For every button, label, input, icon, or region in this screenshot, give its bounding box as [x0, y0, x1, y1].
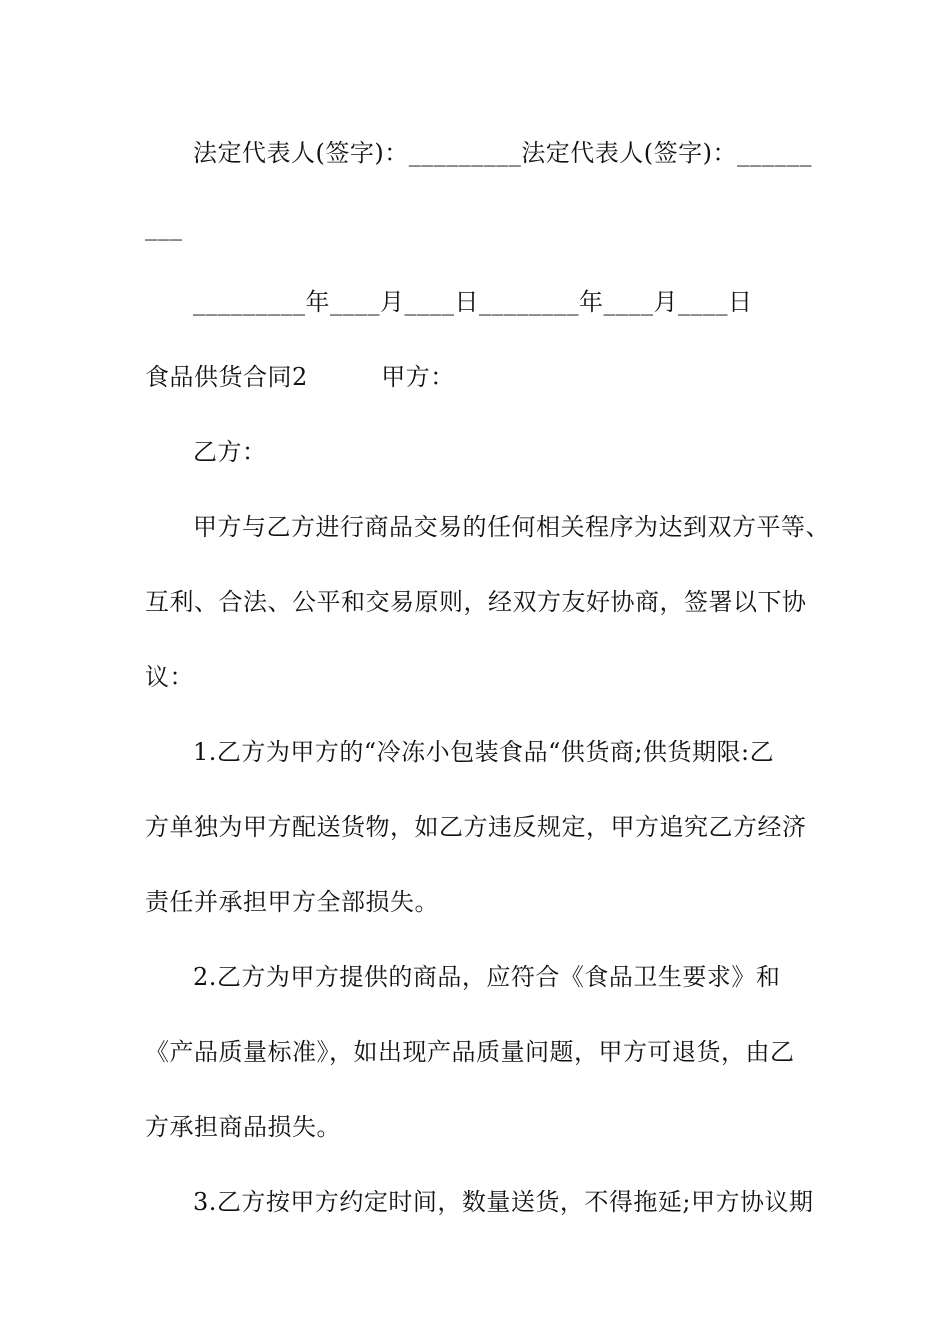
party-b-label: 乙方： [193, 438, 267, 466]
paragraph-intro-line: 互利、合法、公平和交易原则，经双方友好协商，签署以下协 [145, 588, 807, 616]
clause-1-line: 责任并承担甲方全部损失。 [145, 888, 439, 916]
clause-2-line: 2.乙方为甲方提供的商品，应符合《食品卫生要求》和 [193, 963, 781, 991]
clause-2-line: 方承担商品损失。 [145, 1113, 341, 1141]
clause-1-line: 方单独为甲方配送货物，如乙方违反规定，甲方追究乙方经济 [145, 813, 807, 841]
clause-1-line: 1.乙方为甲方的“冷冻小包装食品“供货商;供货期限:乙 [193, 738, 775, 766]
paragraph-intro-line: 甲方与乙方进行商品交易的任何相关程序为达到双方平等、 [193, 513, 830, 541]
contract-title: 食品供货合同2 甲方： [145, 363, 455, 391]
paragraph-intro-line: 议： [145, 663, 194, 691]
signature-line: 法定代表人(签字)：_________法定代表人(签字)：______ [193, 139, 812, 167]
date-line: _________年____月____日________年____月____日 [193, 288, 753, 316]
clause-2-line: 《产品质量标准》，如出现产品质量问题，甲方可退货，由乙 [145, 1038, 795, 1066]
signature-line-continued: ___ [145, 213, 183, 241]
clause-3-line: 3.乙方按甲方约定时间，数量送货，不得拖延;甲方协议期 [193, 1188, 814, 1216]
